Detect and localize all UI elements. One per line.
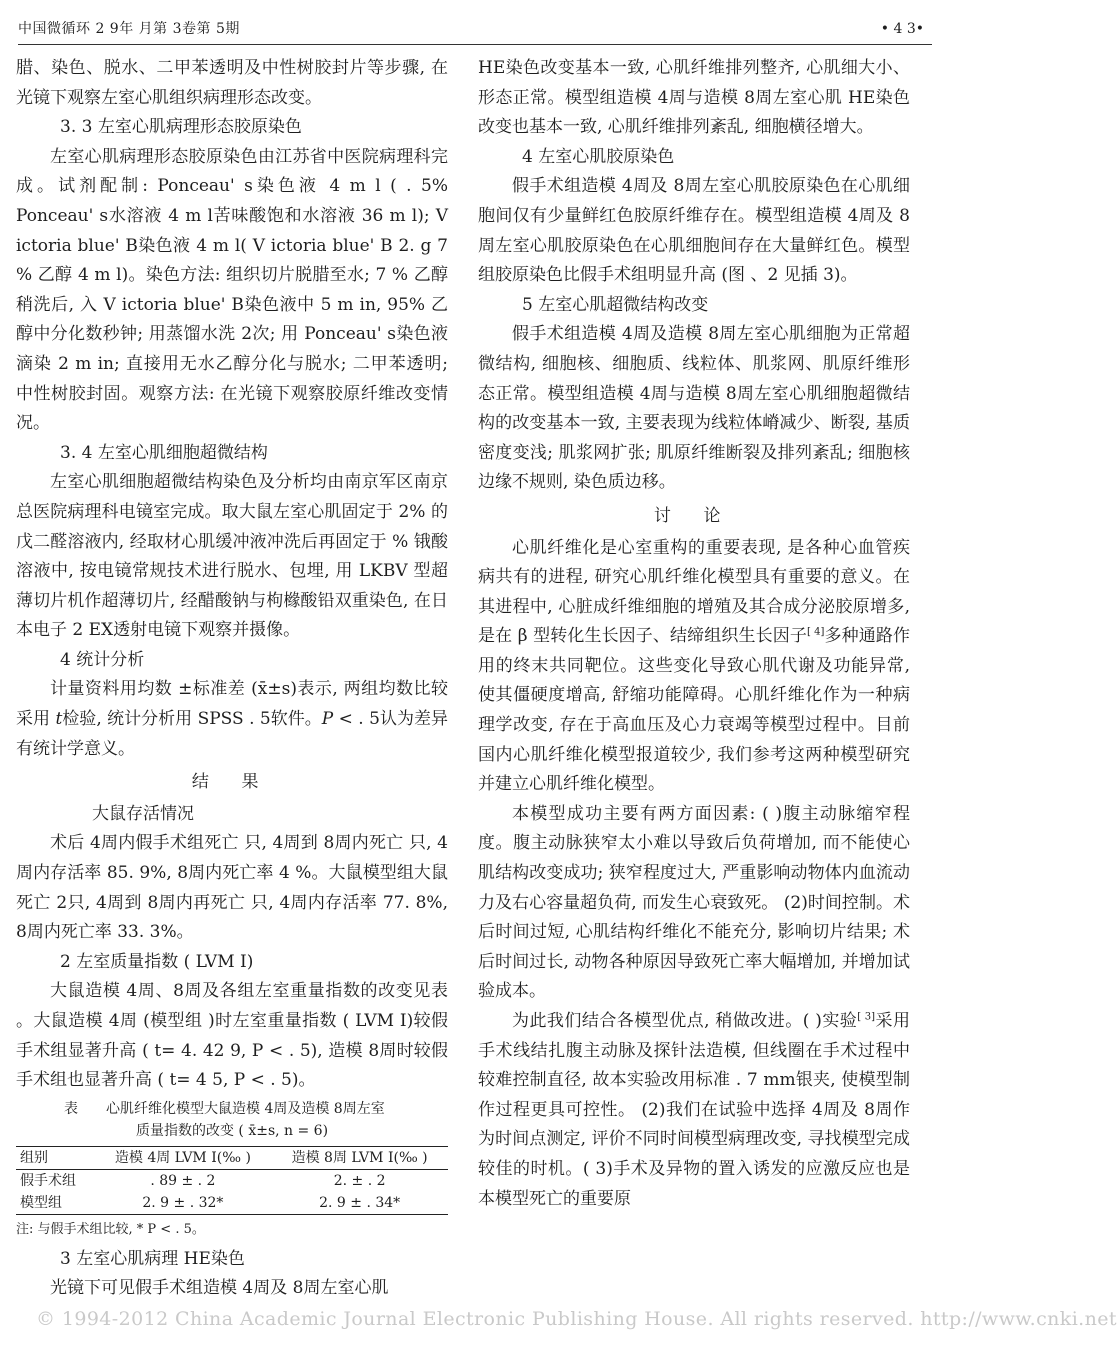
paragraph: HE染色改变基本一致, 心肌纤维排列整齐, 心肌细大小、形态正常。模型组造模 4周与造模 8周左室心肌 HE染色改变也基本一致, 心肌纤维排列紊乱, 细胞横径增大。 [478, 58, 910, 138]
section-title-discussion: 讨 论 [653, 505, 735, 526]
table-row [16, 1192, 448, 1215]
subheading-survival: 大鼠存活情况 [92, 803, 194, 824]
citation: [ 4] [806, 626, 825, 638]
paragraph: 术后 4周内假手术组死亡 只, 4周到 8周内死亡 只, 4周内存活率 85. 9%, 8周内死亡率 4 %。大鼠模型组大鼠死亡 2只, 4周到 8周内再死亡 只, 4周内存活率 77. 8%, 8周内死亡率 33. 3%。 [16, 833, 448, 943]
table-cell: . 89 ± . 2 [150, 1172, 216, 1189]
paragraph-statistics [16, 675, 448, 764]
text-run: 检验, 统计分析用 SPSS . 5软件。 [62, 709, 322, 730]
header-rule [18, 44, 932, 45]
paragraph [478, 1007, 910, 1214]
table-cell: 模型组 [16, 1192, 95, 1215]
paragraph [478, 534, 910, 800]
table-subtitle: 质量指数的改变 ( x̄±s, n = 6) [135, 1122, 329, 1139]
table-cell: 2. 9 ± . 34* [271, 1192, 448, 1215]
text-run: 采用手术线结扎腹主动脉及探针法造模, 但线圈在手术过程中较难控制直径, 故本实验改用标准 . 7 mm银夹, 使模型制作过程更具可控性。 (2)我们在试验中选择 4周及 8周作为时间点测定, 评价不同时间模型病理改变, 寻找模型完成较佳的时机。( 3)手术及异物的置入诱发的应激反应也是本模型死亡的重要原 [478, 1011, 911, 1209]
table-row [16, 1169, 448, 1192]
journal-info: 中国微循环 2 9年 月第 3卷第 5期 [18, 21, 240, 37]
section-heading-lvmi: 2 左室质量指数 ( LVM I) [60, 951, 254, 972]
text-run: 多种通路作用的终末共同靶位。这些变化导致心肌代谢及功能异常, 使其僵硬度增高, 舒缩功能障碍。心肌纤维化作为一种病理学改变, 存在于高血压及心力衰竭等模型过程中。目前国内心肌纤维化模型报道较少, 我们参考这两种模型研究并建立心肌纤维化模型。 [478, 626, 911, 795]
paragraph: 大鼠造模 4周、8周及各组左室重量指数的改变见表 。大鼠造模 4周 (模型组 )时左室重量指数 ( LVM I)较假手术组显著升高 ( t= 4. 42 9, P < . 5), 造模 8周时较假手术组也显著升高 ( t= 4 5, P < . 5)。 [16, 981, 448, 1091]
table-title: 心肌纤维化模型大鼠造模 4周及造模 8周左室 [106, 1100, 385, 1117]
table-note: 注: 与假手术组比较, * P < . 5。 [16, 1221, 205, 1237]
left-column [16, 54, 448, 1304]
page-number: • 4 3• [880, 21, 924, 37]
t-symbol: t [55, 709, 63, 730]
running-header [18, 18, 932, 40]
lvmi-table [16, 1146, 448, 1215]
section-heading-collagen: 4 左室心肌胶原染色 [522, 146, 675, 167]
paragraph: 腊、染色、脱水、二甲苯透明及中性树胶封片等步骤, 在光镜下观察左室心肌组织病理形态改变。 [16, 58, 448, 108]
text-run: 为此我们结合各模型优点, 稍做改进。( )实验 [512, 1011, 858, 1031]
paragraph: 本模型成功主要有两方面因素: ( )腹主动脉缩窄程度。腹主动脉狭窄太小难以导致后负荷增加, 而不能使心肌结构改变成功; 狭窄程度过大, 严重影响动物体内血流动力及右心容量超负荷, 而发生心衰致死。 (2)时间控制。术后时间过短, 心肌结构纤维化不能充分, 影响切片结果; 术后时间过长, 动物各种原因导致死亡率大幅增加, 并增加试验成本。 [478, 803, 910, 1002]
section-heading-3-3: 3. 3 左室心肌病理形态胶原染色 [60, 117, 302, 138]
paragraph: 假手术组造模 4周及 8周左室心肌胶原染色在心肌细胞间仅有少量鲜红色胶原纤维存在。模型组造模 4周及 8周左室心肌胶原染色在心肌细胞间存在大量鲜红色。模型组胶原染色比假手术组明显升高 (图 、2 见插 3)。 [478, 176, 910, 286]
table-label: 表 [64, 1100, 78, 1117]
copyright-watermark: © 1994-2012 China Academic Journal Electronic Publishing House. All rights reserved. http://www.cnki.net [36, 1308, 1117, 1330]
column-header: 造模 8周 LVM I(‰ ) [271, 1146, 448, 1169]
text-run: < . 5认为差异有统计学意义。 [16, 709, 448, 759]
paragraph: 左室心肌病理形态胶原染色由江苏省中医院病理科完成。试剂配制: Ponceau' s染色液 4 m l ( . 5% Ponceau' s水溶液 4 m l苦味酸饱和水溶液 36 m l); V ictoria blue' B染色液 4 m l( V ictoria blue' B 2. g 7 % 乙醇 4 m l)。染色方法: 组织切片脱腊至水; 7 % 乙醇稍洗后, 入 V ictoria blue' B染色液中 5 m in, 95% 乙醇中分化数秒钟; 用蒸馏水洗 2次; 用 Ponceau' s染色液滴染 2 m in; 直接用无水乙醇分化与脱水; 二甲苯透明; 中性树胶封固。观察方法: 在光镜下观察胶原纤维改变情况。 [16, 146, 448, 434]
table-caption [16, 1098, 448, 1120]
section-heading-he-stain: 3 左室心肌病理 HE染色 [60, 1248, 245, 1269]
column-header: 组别 [16, 1146, 95, 1169]
table-cell: 2. ± . 2 [333, 1172, 386, 1189]
p-symbol: P [321, 709, 334, 730]
paragraph: 光镜下可见假手术组造模 4周及 8周左室心肌 [50, 1278, 389, 1299]
paragraph: 左室心肌细胞超微结构染色及分析均由南京军区南京总医院病理科电镜室完成。取大鼠左室心肌固定于 2% 的戊二醛溶液内, 经取材心肌缓冲液冲洗后再固定于 % 锇酸溶液中, 按电镜常规技术进行脱水、包埋, 用 LKBV 型超薄切片机作超薄切片, 经醋酸钠与枸橼酸铅双重染色, 在日本电子 2 EX透射电镜下观察并摄像。 [16, 472, 448, 641]
table-cell: 假手术组 [20, 1172, 76, 1189]
section-heading-3-4: 3. 4 左室心肌细胞超微结构 [60, 442, 268, 463]
table-cell: 2. 9 ± . 32* [95, 1192, 272, 1215]
citation: [ 3] [857, 1011, 876, 1023]
column-header: 造模 4周 LVM I(‰ ) [95, 1146, 272, 1169]
text-run: 计量资料用均数 ±标准差 (x̄±s)表示, 两组均数比较采用 [16, 679, 448, 730]
section-heading-statistics: 4 统计分析 [60, 649, 145, 670]
text-run: 心肌纤维化是心室重构的重要表现, 是各种心血管疾病共有的进程, 研究心肌纤维化模型具有重要的意义。在其进程中, 心脏成纤维细胞的增殖及其合成分泌胶原增多, 是在 β 型转化生长因子、结缔组织生长因子 [478, 537, 910, 647]
section-heading-ultrastructure: 5 左室心肌超微结构改变 [522, 294, 709, 315]
section-title-results: 结 果 [191, 772, 273, 793]
table-header-row [16, 1146, 448, 1169]
right-column [478, 54, 910, 1214]
paragraph: 假手术组造模 4周及造模 8周左室心肌细胞为正常超微结构, 细胞核、细胞质、线粒体、肌浆网、肌原纤维形态正常。模型组造模 4周与造模 8周左室心肌细胞超微结构的改变基本一致, 主要表现为线粒体嵴减少、断裂, 基质密度变浅; 肌浆网扩张; 肌原纤维断裂及排列紊乱; 细胞核边缘不规则, 染色质边移。 [478, 324, 910, 493]
